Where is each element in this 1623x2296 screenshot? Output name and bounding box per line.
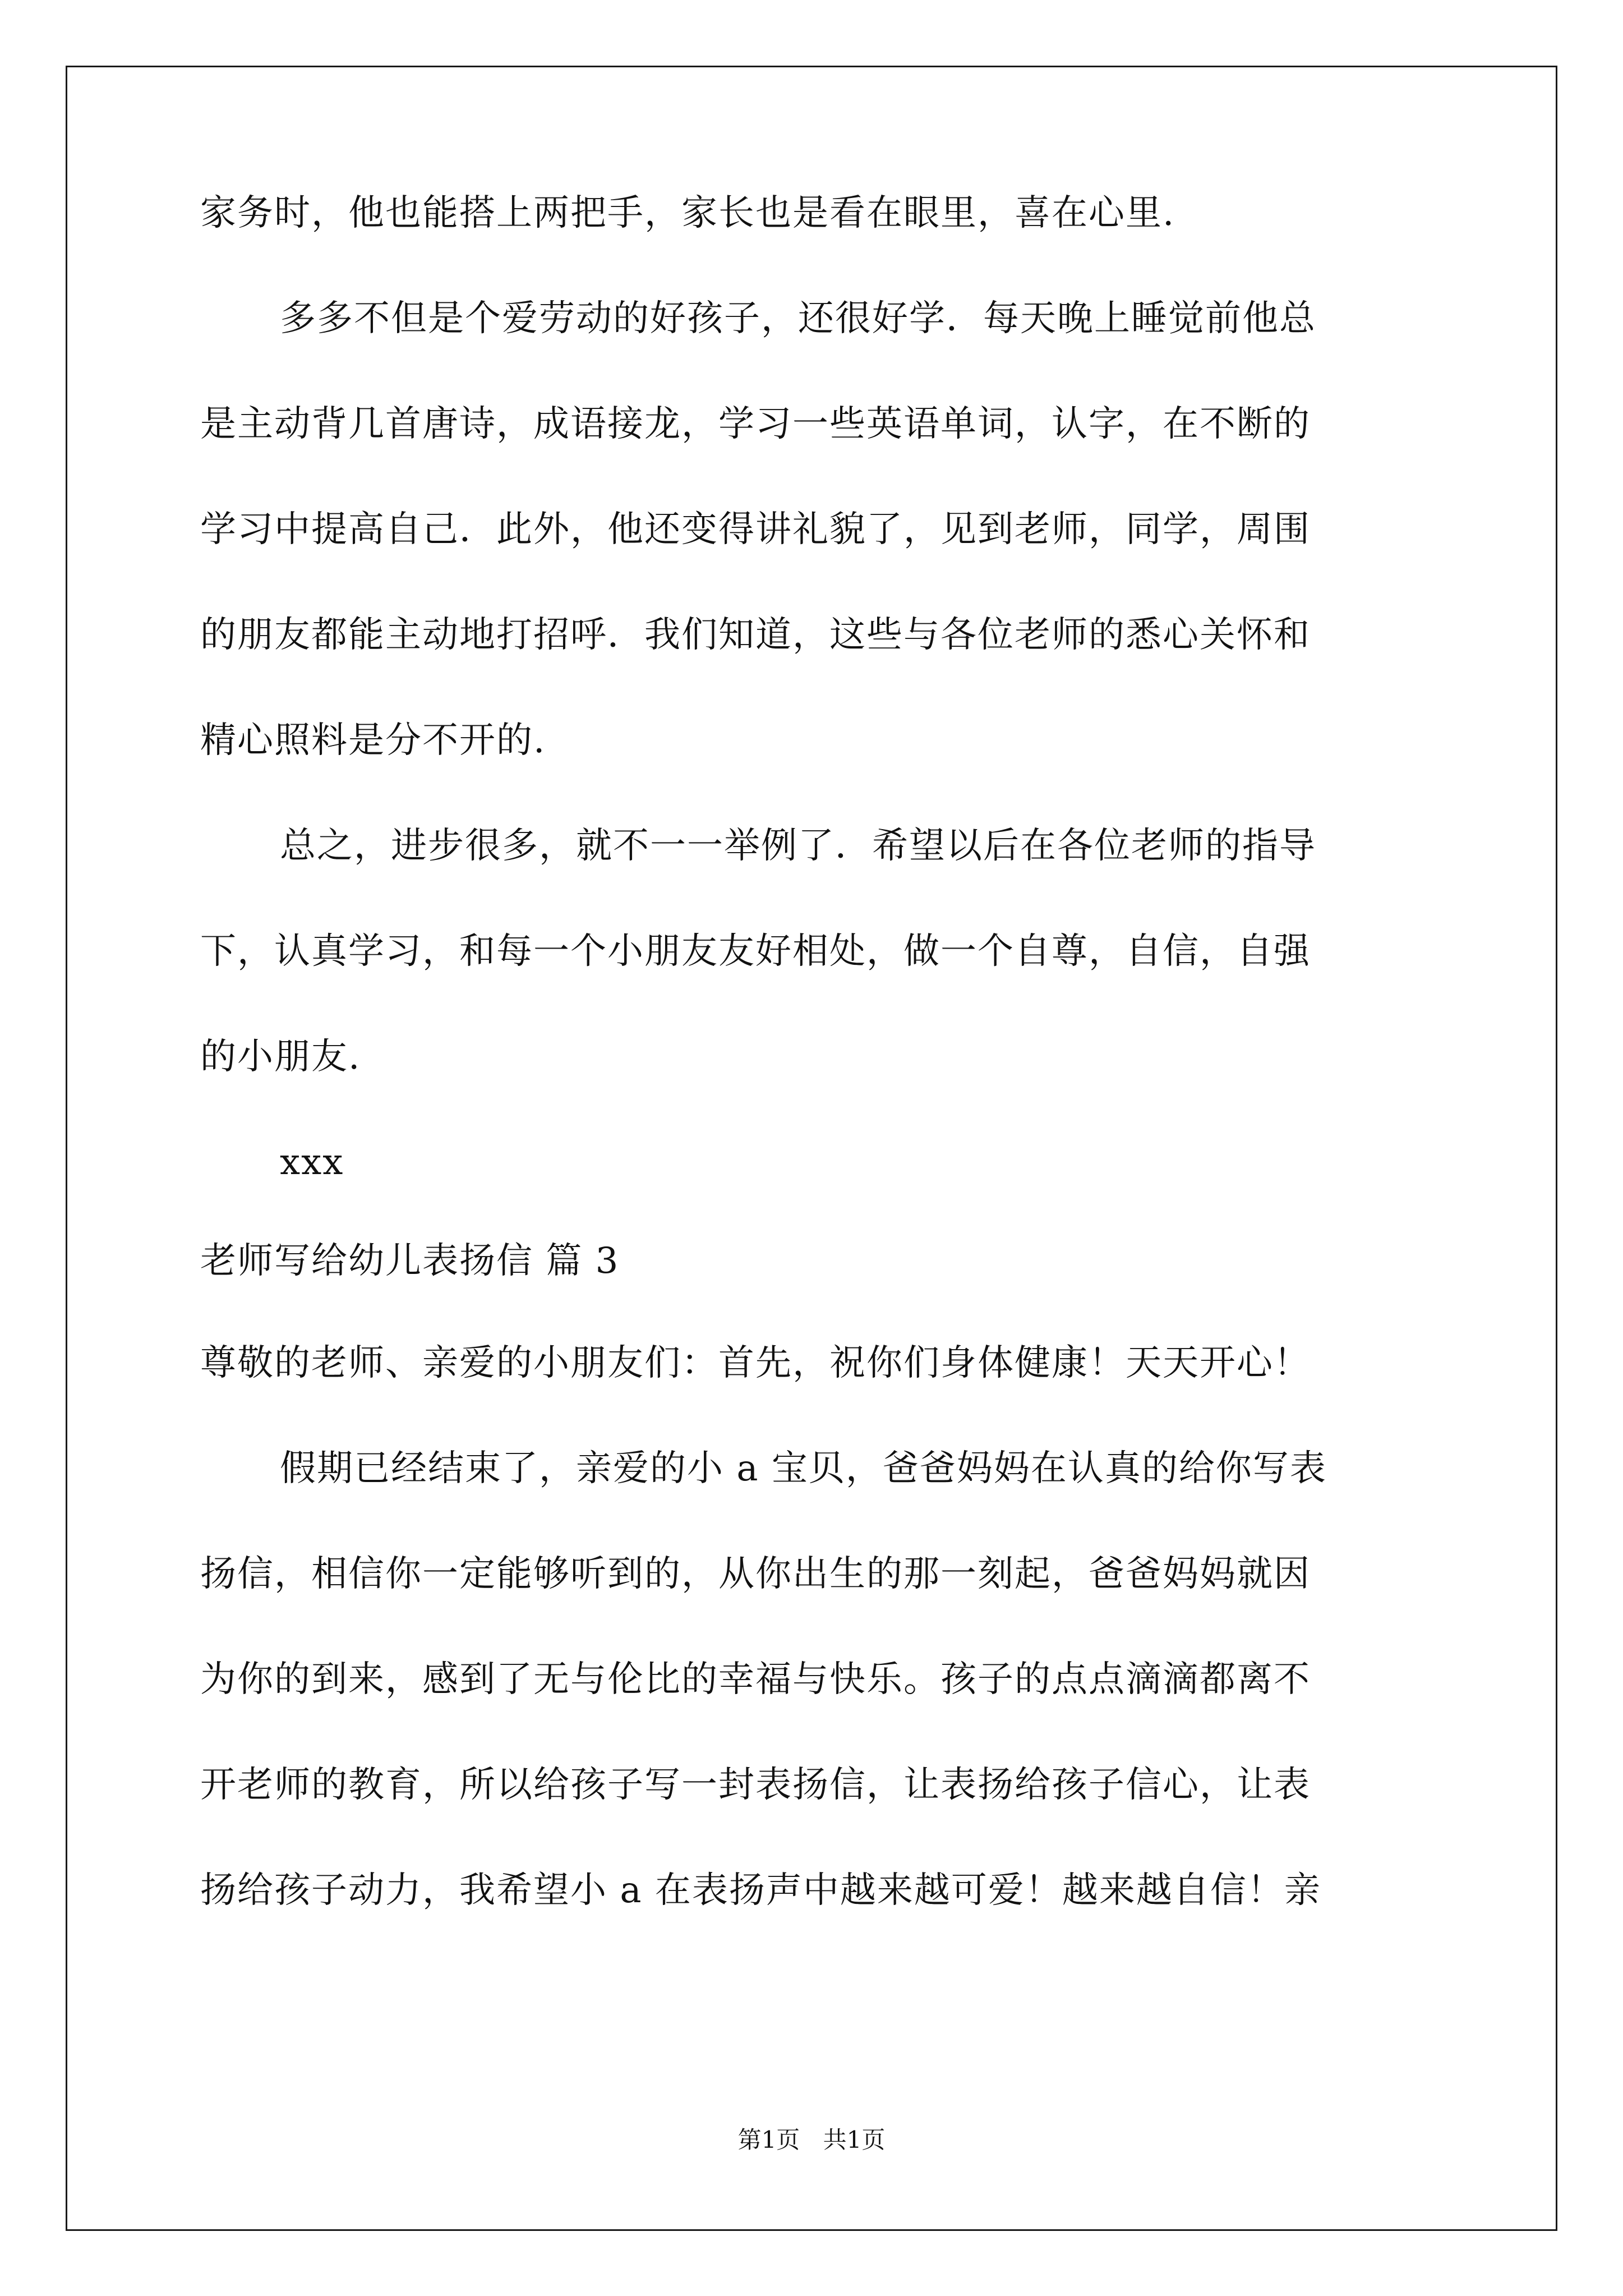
- page-number: 第1页: [737, 2126, 800, 2154]
- text-line: 的朋友都能主动地打招呼．我们知道，这些与各位老师的悉心关怀和: [200, 614, 1311, 656]
- text-line: 多多不但是个爱劳动的好孩子，还很好学．每天晚上睡觉前他总: [280, 298, 1316, 339]
- text-line: 为你的到来，感到了无与伦比的幸福与快乐。孩子的点点滴滴都离不: [200, 1659, 1311, 1700]
- text-line: 扬给孩子动力，我希望小 a 在表扬声中越来越可爱！越来越自信！亲: [200, 1870, 1321, 1911]
- text-line: 家务时，他也能搭上两把手，家长也是看在眼里，喜在心里.: [200, 192, 1175, 234]
- text-line: 扬信，相信你一定能够听到的，从你出生的那一刻起，爸爸妈妈就因: [200, 1553, 1311, 1595]
- text-line: 开老师的教育，所以给孩子写一封表扬信，让表扬给孩子信心，让表: [200, 1764, 1311, 1806]
- text-line: 假期已经结束了，亲爱的小 a 宝贝，爸爸妈妈在认真的给你写表: [280, 1448, 1327, 1489]
- text-line: 精心照料是分不开的.: [200, 720, 546, 761]
- text-line: 是主动背几首唐诗，成语接龙，学习一些英语单词，认字，在不断的: [200, 403, 1311, 445]
- signature-line: xxx: [280, 1142, 344, 1183]
- text-line: 学习中提高自己．此外，他还变得讲礼貌了，见到老师，同学，周围: [200, 509, 1311, 550]
- section-heading: 老师写给幼儿表扬信 篇 3: [200, 1240, 620, 1282]
- text-line: 的小朋友.: [200, 1036, 361, 1078]
- text-line: 下，认真学习，和每一个小朋友友好相处，做一个自尊，自信，自强: [200, 931, 1311, 972]
- page-footer: [0, 2126, 1623, 2154]
- page-total: 共1页: [823, 2126, 886, 2154]
- salutation-line: 尊敬的老师、亲爱的小朋友们：首先，祝你们身体健康！天天开心！: [200, 1342, 1311, 1384]
- text-line: 总之，进步很多，就不一一举例了．希望以后在各位老师的指导: [280, 825, 1316, 867]
